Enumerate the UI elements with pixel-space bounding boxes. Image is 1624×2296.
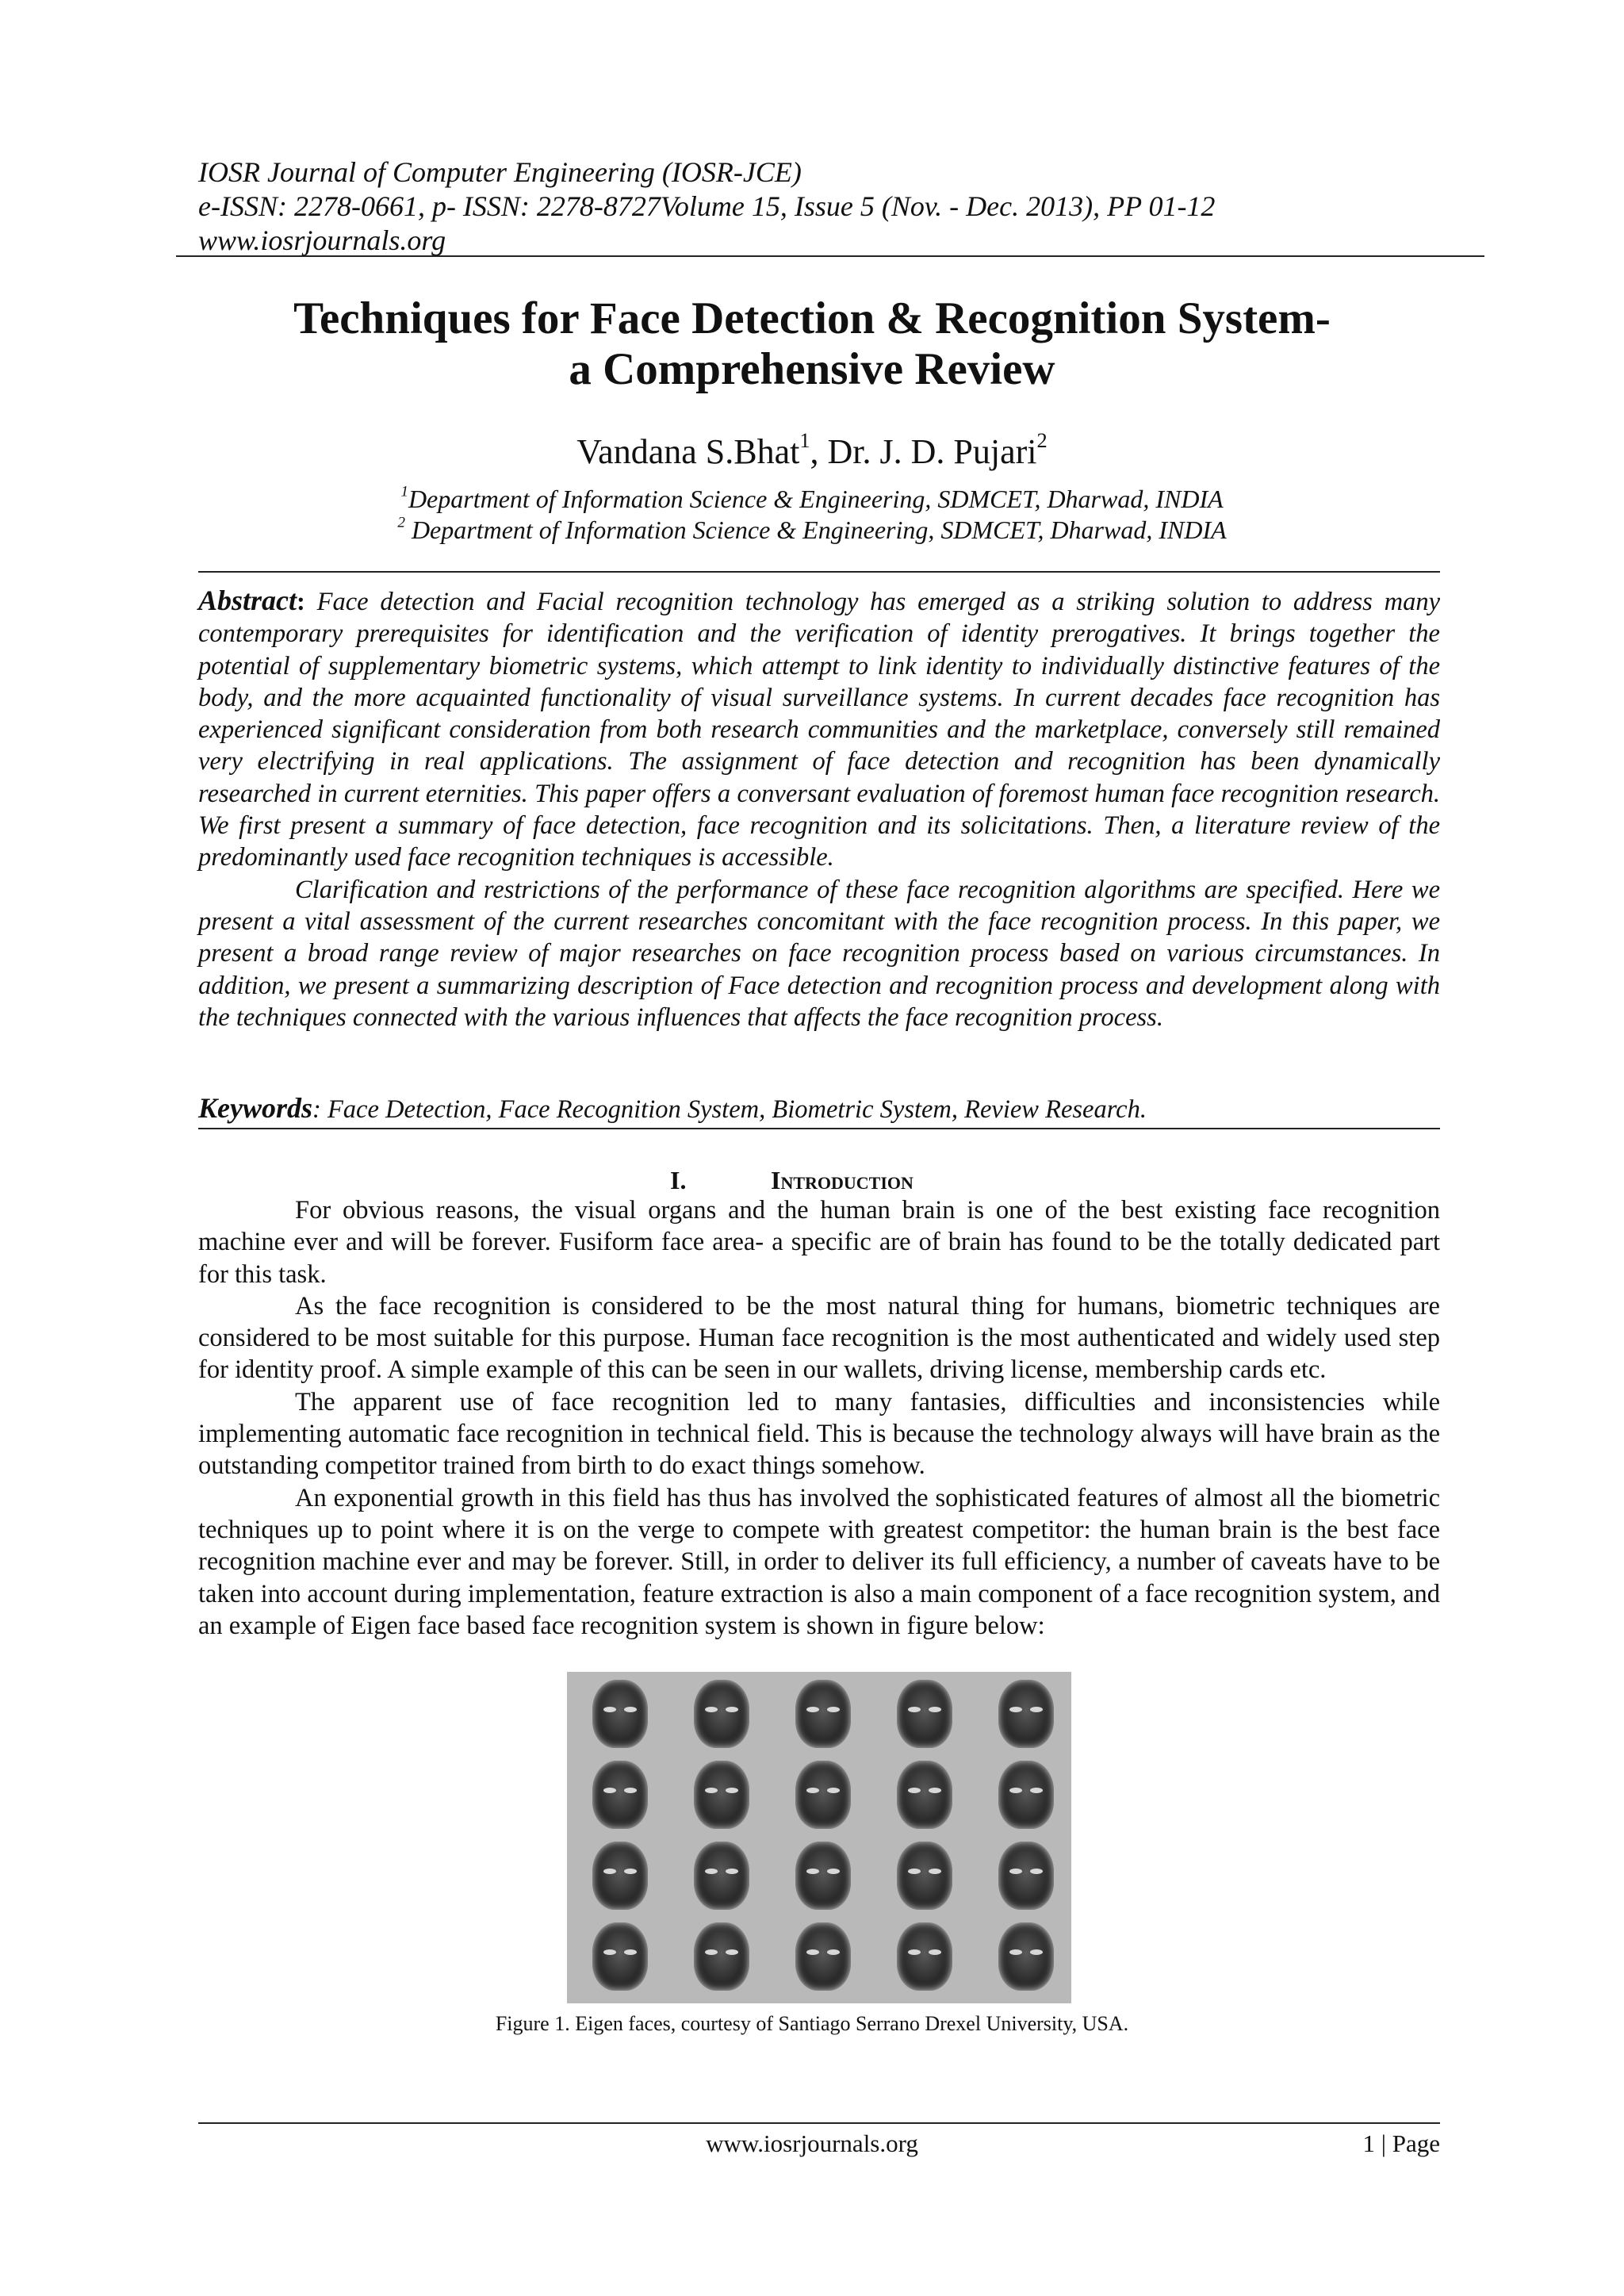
eigenface-thumbnail <box>897 1680 952 1748</box>
eigenface-thumbnail <box>592 1680 648 1748</box>
author-line <box>119 428 1505 472</box>
eigenface-thumbnail <box>795 1922 851 1991</box>
affiliation-2-sup: 2 <box>397 514 405 531</box>
eigenface-thumbnail <box>795 1761 851 1829</box>
keywords-block <box>198 1092 1440 1125</box>
abstract-paragraph-2: Clarification and restrictions of the performance of these face recognition algorithms are specified. Here we present a vital assessment of the current researches concomitant with the face recognition process. In this paper, we present a broad range review of major researches on face recognition process based on various circumstances. In addition, we present a summarizing description of Face detection and recognition process and development along with the techniques connected with the various influences that affects the face recognition process. <box>198 875 1440 1032</box>
section-title: Introduction <box>771 1166 914 1194</box>
keywords-colon: : <box>312 1095 321 1124</box>
author-separator: , <box>810 432 828 471</box>
affiliation-2 <box>119 514 1505 546</box>
eigenface-thumbnail <box>694 1761 749 1829</box>
paper-title-line2: a Comprehensive Review <box>569 344 1055 394</box>
affiliation-2-text: Department of Information Science & Engineering, SDMCET, Dharwad, INDIA <box>404 516 1227 544</box>
introduction-body <box>198 1194 1440 1642</box>
affiliation-1-text: Department of Information Science & Engineering, SDMCET, Dharwad, INDIA <box>408 485 1224 513</box>
abstract-top-rule <box>198 571 1440 573</box>
author-1: Vandana S.Bhat <box>576 432 800 471</box>
eigenfaces-grid <box>567 1672 1071 2003</box>
journal-website[interactable]: www.iosrjournals.org <box>198 224 446 256</box>
eigenface-thumbnail <box>897 1842 952 1910</box>
paper-title-line1: Techniques for Face Detection & Recognition System- <box>293 293 1331 343</box>
eigenface-thumbnail <box>998 1922 1054 1991</box>
intro-paragraph-3: The apparent use of face recognition led to many fantasies, difficulties and inconsistencies while implementing automatic face recognition in technical field. This is because the technology always will have brain as the outstanding competitor trained from birth to do exact things somehow. <box>198 1387 1440 1481</box>
author-2-sup: 2 <box>1036 428 1048 453</box>
eigenface-thumbnail <box>694 1842 749 1910</box>
intro-paragraph-1: For obvious reasons, the visual organs and the human brain is one of the best existing face recognition machine ever and will be forever. Fusiform face area- a specific are of brain has found to be the totally dedicated part for this task. <box>198 1196 1440 1289</box>
eigenface-thumbnail <box>897 1761 952 1829</box>
intro-paragraph-4: An exponential growth in this field has thus has involved the sophisticated features of almost all the biometric techniques up to point where it is on the verge to compete with greatest competitor: the human brain is the best face recognition machine ever and may be forever. Still, in order to deliver its full efficiency, a number of caveats have to be taken into account during implementation, feature extraction is also a main component of a face recognition system, and an example of Eigen face based face recognition system is shown in figure below: <box>198 1483 1440 1640</box>
keywords-label: Keywords <box>198 1092 312 1124</box>
author-1-sup: 1 <box>799 428 810 453</box>
eigenface-thumbnail <box>998 1842 1054 1910</box>
affiliation-1 <box>119 483 1505 515</box>
eigenfaces-figure <box>567 1672 1071 2003</box>
intro-paragraph-2: As the face recognition is considered to be the most natural thing for humans, biometric techniques are considered to be most suitable for this purpose. Human face recognition is the most authenticated and widely used step for identity proof. A simple example of this can be seen in our wallets, driving license, membership cards etc. <box>198 1291 1440 1385</box>
eigenface-thumbnail <box>998 1761 1054 1829</box>
abstract-label: Abstract <box>198 585 297 616</box>
eigenface-thumbnail <box>795 1842 851 1910</box>
keywords-text: Face Detection, Face Recognition System, Biometric System, Review Research. <box>320 1095 1147 1124</box>
footer-website[interactable]: www.iosrjournals.org <box>706 2129 918 2157</box>
affiliation-1-sup: 1 <box>400 483 408 500</box>
abstract-colon: : <box>297 588 305 616</box>
eigenface-thumbnail <box>998 1680 1054 1748</box>
page-number: 1 | Page <box>1362 2129 1440 2157</box>
eigenface-thumbnail <box>694 1922 749 1991</box>
issn-line: e-ISSN: 2278-0661, p- ISSN: 2278-8727Volume 15, Issue 5 (Nov. - Dec. 2013), PP 01-12 <box>198 190 1216 222</box>
eigenface-thumbnail <box>592 1761 648 1829</box>
eigenface-thumbnail <box>694 1680 749 1748</box>
eigenface-thumbnail <box>795 1680 851 1748</box>
figure-caption: Figure 1. Eigen faces, courtesy of Santiago Serrano Drexel University, USA. <box>495 2012 1129 2035</box>
journal-name: IOSR Journal of Computer Engineering (IOSR-JCE) <box>198 156 802 188</box>
abstract-block <box>198 585 1440 1033</box>
section-number: I. <box>670 1166 687 1194</box>
author-2: Dr. J. D. Pujari <box>827 432 1037 471</box>
abstract-paragraph-1: Face detection and Facial recognition technology has emerged as a striking solution to address many contemporary prerequisites for identification and the verification of identity prerogatives. It brings together the potential of supplementary biometric systems, which attempt to link identity to individually distinctive features of the body, and the more acquainted functionality of visual surveillance systems. In current decades face recognition has experienced significant consideration from both research communities and the marketplace, conversely still remained very electrifying in real applications. The assignment of face detection and recognition has been dynamically researched in current eternities. This paper offers a conversant evaluation of foremost human face recognition research. We first present a summary of face detection, face recognition and its solicitations. Then, a literature review of the predominantly used face recognition techniques is accessible. <box>198 588 1440 872</box>
eigenface-thumbnail <box>592 1922 648 1991</box>
header-rule <box>176 255 1484 257</box>
eigenface-thumbnail <box>592 1842 648 1910</box>
eigenface-thumbnail <box>897 1922 952 1991</box>
footer-rule <box>198 2122 1440 2124</box>
keywords-bottom-rule <box>198 1128 1440 1129</box>
